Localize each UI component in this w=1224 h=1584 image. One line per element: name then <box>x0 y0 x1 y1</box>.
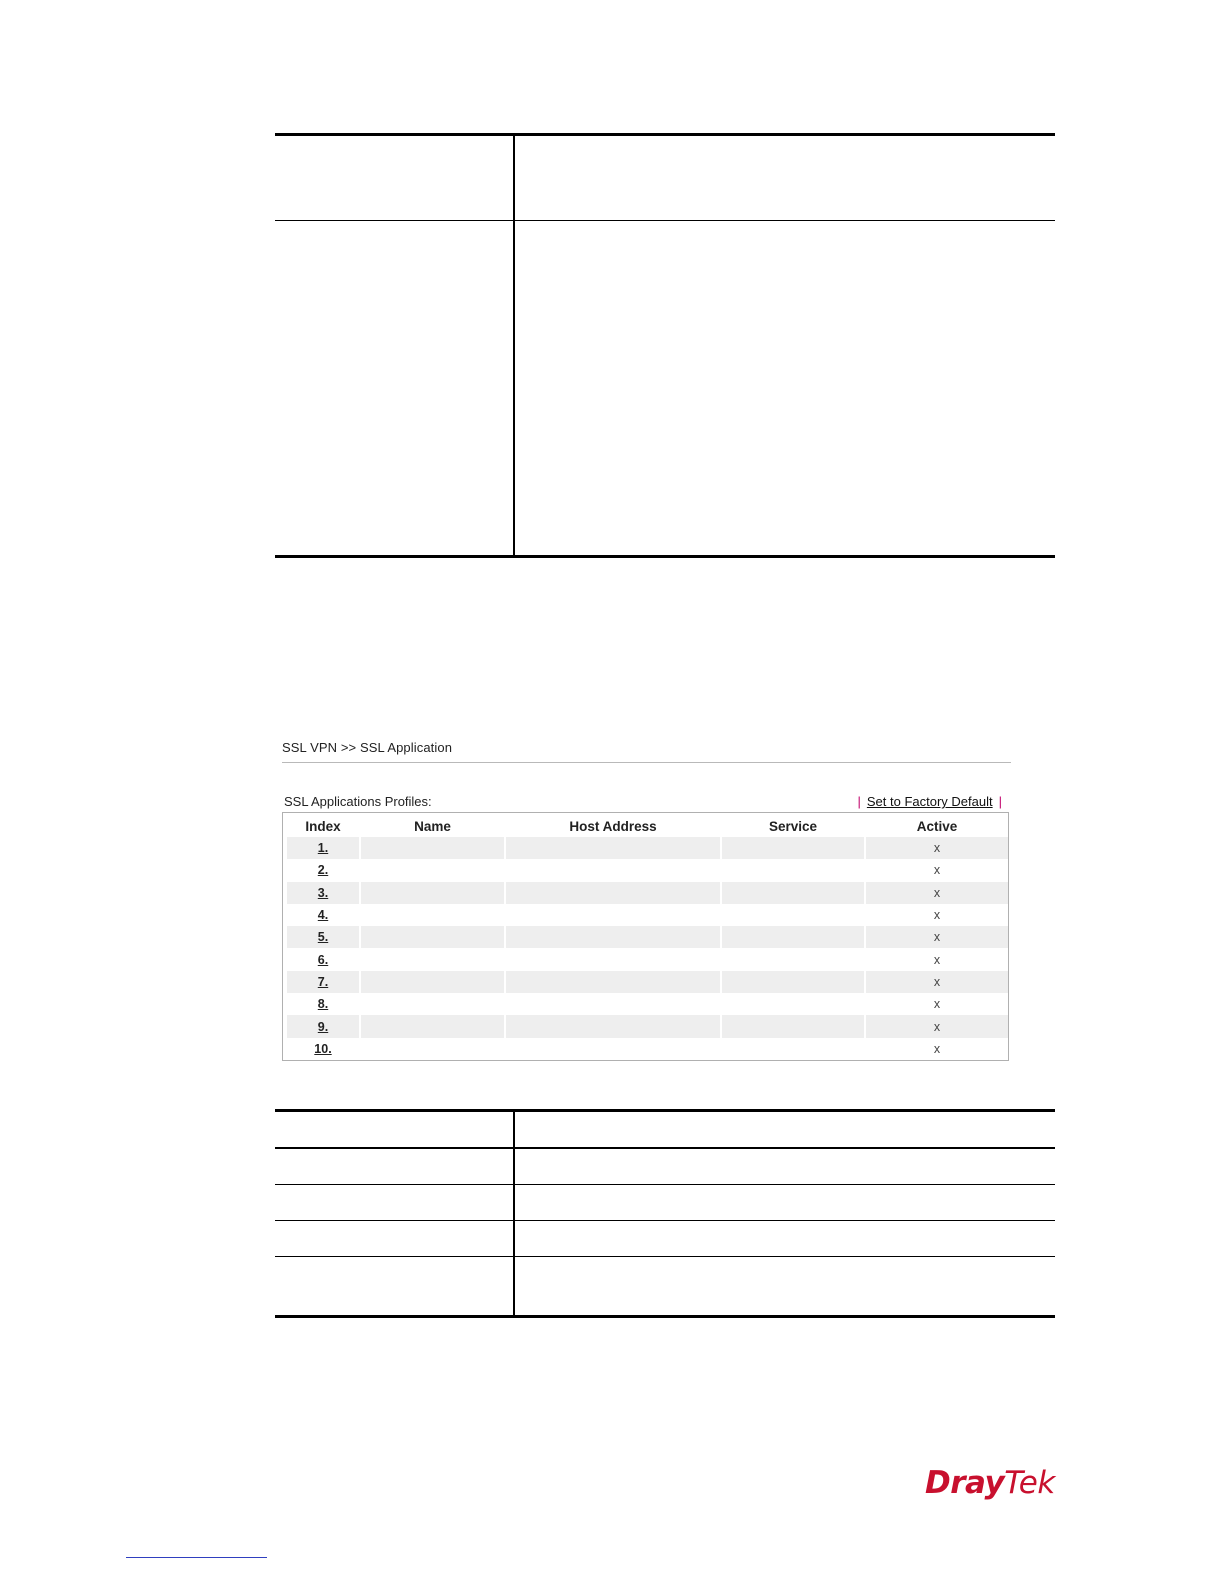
desc-row <box>275 1257 1055 1317</box>
active-cell: x <box>933 952 941 967</box>
desc-term-cell <box>275 1221 514 1257</box>
profile-index-link[interactable]: 8. <box>317 997 329 1012</box>
host-cell <box>506 882 720 904</box>
description-table-top <box>275 133 1055 558</box>
index-cell <box>287 837 359 859</box>
name-cell <box>361 904 504 926</box>
breadcrumb-divider <box>282 762 1011 763</box>
active-cell: x <box>933 997 941 1012</box>
desc-term-cell <box>275 1148 514 1185</box>
description-table-bottom <box>275 1109 1055 1318</box>
host-cell <box>506 904 720 926</box>
desc-row <box>275 1185 1055 1221</box>
pipe-separator: | <box>857 794 861 809</box>
profile-index-link[interactable]: 1. <box>317 841 329 856</box>
profile-index-link[interactable]: 4. <box>317 908 329 923</box>
index-cell <box>287 993 359 1015</box>
desc-definition-cell <box>514 135 1055 221</box>
table-row <box>287 1038 1008 1060</box>
name-cell <box>361 859 504 881</box>
desc-term-cell <box>275 221 514 557</box>
index-cell <box>287 948 359 970</box>
desc-definition-cell <box>514 1148 1055 1185</box>
table-row <box>287 1015 1008 1037</box>
profile-index-link[interactable]: 3. <box>317 885 329 900</box>
column-header-active: Active <box>916 818 958 834</box>
name-cell <box>361 993 504 1015</box>
service-cell <box>722 948 864 970</box>
table-row <box>287 882 1008 904</box>
index-cell <box>287 1038 359 1060</box>
name-cell <box>361 882 504 904</box>
name-cell <box>361 1038 504 1060</box>
desc-row <box>275 1221 1055 1257</box>
active-cell: x <box>866 882 1008 904</box>
desc-definition-cell <box>514 221 1055 557</box>
active-cell: x <box>866 1015 1008 1037</box>
host-cell <box>506 948 720 970</box>
service-cell <box>722 882 864 904</box>
name-cell <box>361 926 504 948</box>
profile-index-link[interactable]: 10. <box>314 1041 332 1056</box>
ssl-application-screenshot <box>282 737 1012 1067</box>
footer-rule <box>126 1557 267 1558</box>
index-cell <box>287 859 359 881</box>
column-header-service: Service <box>768 818 818 834</box>
index-cell <box>287 971 359 993</box>
desc-row <box>275 1111 1055 1149</box>
active-cell: x <box>866 926 1008 948</box>
service-cell <box>722 837 864 859</box>
table-row <box>287 904 1008 926</box>
profiles-table-container <box>282 812 1009 1061</box>
host-cell <box>506 971 720 993</box>
desc-definition-cell <box>514 1257 1055 1317</box>
index-cell <box>287 1015 359 1037</box>
column-header-name: Name <box>414 818 451 834</box>
service-cell <box>722 1038 864 1060</box>
column-header-index: Index <box>305 818 341 834</box>
desc-term-cell <box>275 135 514 221</box>
desc-term-cell <box>275 1111 514 1149</box>
desc-definition-cell <box>514 1221 1055 1257</box>
service-cell <box>722 859 864 881</box>
service-cell <box>722 1015 864 1037</box>
profile-index-link[interactable]: 6. <box>317 952 329 967</box>
table-row <box>287 926 1008 948</box>
index-cell <box>287 926 359 948</box>
table-row <box>287 948 1008 970</box>
profile-index-link[interactable]: 2. <box>317 863 329 878</box>
desc-definition-cell <box>514 1111 1055 1149</box>
factory-default-bar <box>851 794 1008 809</box>
set-factory-default-link[interactable]: Set to Factory Default <box>866 794 993 809</box>
desc-row <box>275 1148 1055 1185</box>
host-cell <box>506 1015 720 1037</box>
active-cell: x <box>933 908 941 923</box>
service-cell <box>722 971 864 993</box>
active-cell: x <box>933 1041 941 1056</box>
logo-part-tek: Tek <box>1004 1465 1055 1501</box>
desc-row <box>275 135 1055 221</box>
table-row <box>287 993 1008 1015</box>
host-cell <box>506 859 720 881</box>
breadcrumb: SSL VPN >> SSL Application <box>282 740 453 755</box>
name-cell <box>361 971 504 993</box>
table-row <box>287 837 1008 859</box>
table-row <box>287 859 1008 881</box>
name-cell <box>361 948 504 970</box>
name-cell <box>361 837 504 859</box>
desc-term-cell <box>275 1257 514 1317</box>
table-header-row <box>287 815 1008 837</box>
index-cell <box>287 904 359 926</box>
profiles-table <box>285 815 1010 1060</box>
service-cell <box>722 904 864 926</box>
index-cell <box>287 882 359 904</box>
pipe-separator: | <box>998 794 1002 809</box>
desc-definition-cell <box>514 1185 1055 1221</box>
active-cell: x <box>866 971 1008 993</box>
host-cell <box>506 1038 720 1060</box>
service-cell <box>722 926 864 948</box>
service-cell <box>722 993 864 1015</box>
host-cell <box>506 837 720 859</box>
active-cell: x <box>866 837 1008 859</box>
column-header-host-address: Host Address <box>569 818 657 834</box>
profiles-title: SSL Applications Profiles: <box>284 794 432 809</box>
host-cell <box>506 926 720 948</box>
name-cell <box>361 1015 504 1037</box>
desc-row <box>275 221 1055 557</box>
host-cell <box>506 993 720 1015</box>
table-row <box>287 971 1008 993</box>
desc-term-cell <box>275 1185 514 1221</box>
profile-index-link[interactable]: 7. <box>317 974 329 989</box>
active-cell: x <box>933 863 941 878</box>
logo-part-dray: Dray <box>925 1465 1005 1501</box>
profile-index-link[interactable]: 9. <box>317 1019 329 1034</box>
profile-index-link[interactable]: 5. <box>317 930 329 945</box>
draytek-logo <box>925 1465 1055 1501</box>
